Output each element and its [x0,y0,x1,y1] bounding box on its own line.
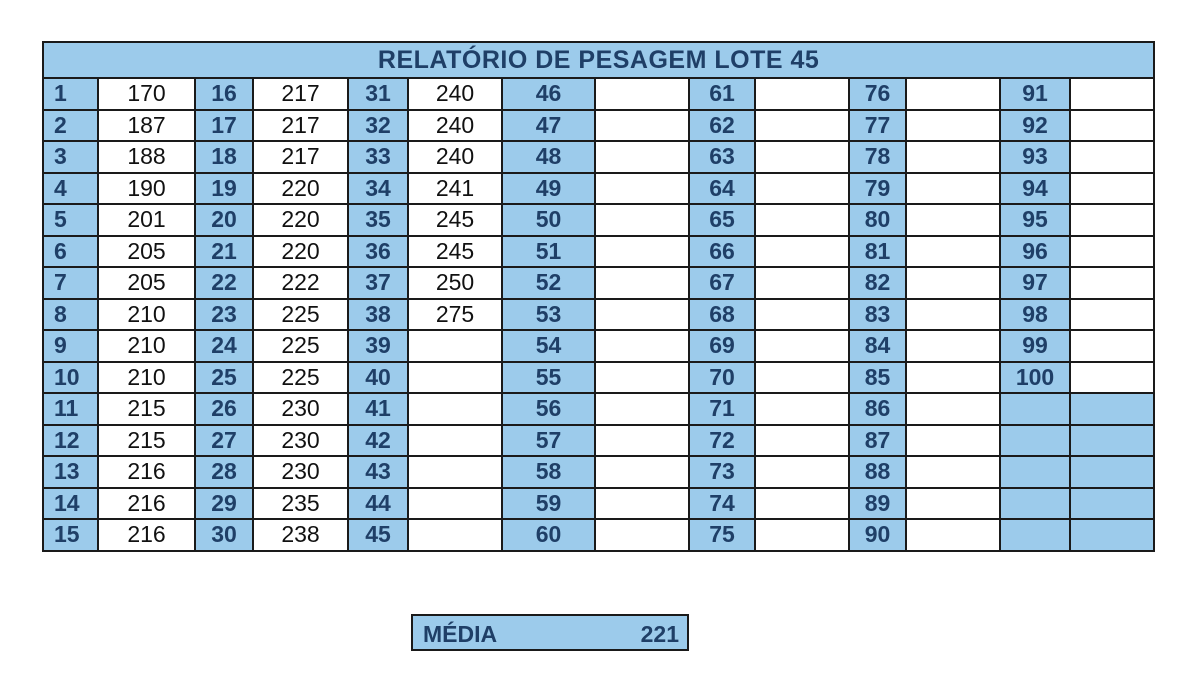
animal-number-cell: 40 [348,362,408,394]
weight-value-cell [1070,299,1154,331]
table-row [43,141,1154,173]
weight-value-cell: 240 [408,110,502,142]
animal-number-cell: 99 [1000,330,1070,362]
weight-value-cell [1070,267,1154,299]
animal-number-cell: 13 [43,456,98,488]
report-title: RELATÓRIO DE PESAGEM LOTE 45 [43,42,1154,78]
weight-value-cell: 275 [408,299,502,331]
animal-number-cell: 14 [43,488,98,520]
animal-number-cell: 17 [195,110,253,142]
animal-number-cell: 77 [849,110,906,142]
weight-value-cell: 220 [253,173,348,205]
animal-number-cell: 100 [1000,362,1070,394]
animal-number-cell: 51 [502,236,595,268]
weight-value-cell [755,236,849,268]
weight-value-cell [595,78,689,110]
weight-value-cell: 190 [98,173,195,205]
table-row [43,488,1154,520]
weight-value-cell [755,267,849,299]
animal-number-cell: 34 [348,173,408,205]
weight-value-cell [906,393,1000,425]
weight-value-cell [755,456,849,488]
weight-value-cell [1070,204,1154,236]
weight-value-cell [906,456,1000,488]
weight-value-cell: 210 [98,299,195,331]
animal-number-cell [1000,488,1070,520]
weight-value-cell [755,78,849,110]
weight-value-cell [755,362,849,394]
weight-value-cell [595,299,689,331]
animal-number-cell: 88 [849,456,906,488]
animal-number-cell: 9 [43,330,98,362]
animal-number-cell: 15 [43,519,98,551]
weighing-table [42,41,1155,552]
weight-value-cell [595,141,689,173]
table-row [43,330,1154,362]
animal-number-cell: 26 [195,393,253,425]
weight-value-cell: 201 [98,204,195,236]
animal-number-cell: 61 [689,78,755,110]
weight-value-cell: 210 [98,330,195,362]
animal-number-cell: 36 [348,236,408,268]
weight-value-cell [595,110,689,142]
weight-value-cell: 220 [253,236,348,268]
animal-number-cell: 87 [849,425,906,457]
animal-number-cell: 86 [849,393,906,425]
weight-value-cell [906,141,1000,173]
weight-value-cell [906,267,1000,299]
weight-value-cell [906,299,1000,331]
animal-number-cell: 12 [43,425,98,457]
weight-value-cell: 215 [98,425,195,457]
animal-number-cell: 98 [1000,299,1070,331]
weight-value-cell [595,456,689,488]
weight-value-cell [1070,236,1154,268]
animal-number-cell: 25 [195,362,253,394]
weight-value-cell [1070,488,1154,520]
animal-number-cell: 95 [1000,204,1070,236]
animal-number-cell [1000,425,1070,457]
weight-value-cell [906,488,1000,520]
weight-value-cell [595,362,689,394]
animal-number-cell: 60 [502,519,595,551]
title-row [43,42,1154,78]
weight-value-cell: 225 [253,299,348,331]
animal-number-cell: 50 [502,204,595,236]
animal-number-cell: 27 [195,425,253,457]
animal-number-cell: 62 [689,110,755,142]
weight-value-cell: 225 [253,330,348,362]
weight-value-cell: 250 [408,267,502,299]
weight-value-cell [755,425,849,457]
average-box [411,614,689,651]
animal-number-cell: 6 [43,236,98,268]
animal-number-cell: 8 [43,299,98,331]
weight-value-cell [595,204,689,236]
animal-number-cell: 42 [348,425,408,457]
animal-number-cell: 44 [348,488,408,520]
animal-number-cell: 16 [195,78,253,110]
animal-number-cell: 28 [195,456,253,488]
animal-number-cell: 23 [195,299,253,331]
weight-value-cell: 245 [408,236,502,268]
animal-number-cell: 76 [849,78,906,110]
weight-value-cell: 188 [98,141,195,173]
weight-value-cell: 210 [98,362,195,394]
weight-value-cell: 245 [408,204,502,236]
weight-value-cell [595,330,689,362]
weight-value-cell: 230 [253,425,348,457]
weight-value-cell: 222 [253,267,348,299]
animal-number-cell: 73 [689,456,755,488]
average-value: 221 [640,621,679,647]
weight-value-cell: 217 [253,110,348,142]
weight-value-cell: 235 [253,488,348,520]
animal-number-cell: 5 [43,204,98,236]
animal-number-cell: 90 [849,519,906,551]
weight-value-cell [755,204,849,236]
weight-value-cell [1070,519,1154,551]
weight-value-cell [408,330,502,362]
animal-number-cell: 29 [195,488,253,520]
weight-value-cell: 187 [98,110,195,142]
weight-value-cell [1070,456,1154,488]
weight-value-cell [595,488,689,520]
weight-value-cell: 240 [408,141,502,173]
weight-value-cell [906,110,1000,142]
weight-value-cell [755,299,849,331]
weight-value-cell [595,267,689,299]
animal-number-cell: 49 [502,173,595,205]
animal-number-cell: 56 [502,393,595,425]
animal-number-cell: 11 [43,393,98,425]
weight-value-cell [755,393,849,425]
animal-number-cell: 67 [689,267,755,299]
animal-number-cell: 4 [43,173,98,205]
weight-value-cell [1070,78,1154,110]
weight-value-cell [408,362,502,394]
animal-number-cell: 57 [502,425,595,457]
animal-number-cell: 68 [689,299,755,331]
animal-number-cell: 55 [502,362,595,394]
table-row [43,267,1154,299]
weight-value-cell [906,519,1000,551]
weight-value-cell: 220 [253,204,348,236]
weight-value-cell: 215 [98,393,195,425]
animal-number-cell: 48 [502,141,595,173]
weight-value-cell [1070,425,1154,457]
animal-number-cell [1000,393,1070,425]
animal-number-cell: 94 [1000,173,1070,205]
animal-number-cell: 10 [43,362,98,394]
animal-number-cell: 91 [1000,78,1070,110]
weight-value-cell [1070,173,1154,205]
table-row [43,425,1154,457]
weight-value-cell: 205 [98,236,195,268]
animal-number-cell: 85 [849,362,906,394]
weight-value-cell: 240 [408,78,502,110]
animal-number-cell: 54 [502,330,595,362]
weight-value-cell [408,425,502,457]
animal-number-cell: 79 [849,173,906,205]
weight-value-cell [755,519,849,551]
animal-number-cell: 41 [348,393,408,425]
weight-value-cell: 217 [253,78,348,110]
animal-number-cell: 1 [43,78,98,110]
weight-value-cell [755,110,849,142]
animal-number-cell: 24 [195,330,253,362]
weight-value-cell: 216 [98,456,195,488]
weighing-report [42,41,1146,552]
animal-number-cell: 46 [502,78,595,110]
weight-value-cell [755,173,849,205]
weight-value-cell [408,519,502,551]
animal-number-cell [1000,519,1070,551]
weight-value-cell [1070,393,1154,425]
animal-number-cell: 19 [195,173,253,205]
weight-value-cell [906,236,1000,268]
weight-value-cell [755,141,849,173]
weight-value-cell [1070,330,1154,362]
animal-number-cell: 37 [348,267,408,299]
table-row [43,78,1154,110]
animal-number-cell: 84 [849,330,906,362]
weight-value-cell [906,204,1000,236]
animal-number-cell: 47 [502,110,595,142]
weight-value-cell [1070,141,1154,173]
animal-number-cell: 35 [348,204,408,236]
table-row [43,362,1154,394]
average-label: MÉDIA [423,621,498,647]
animal-number-cell: 75 [689,519,755,551]
weight-value-cell: 205 [98,267,195,299]
animal-number-cell: 22 [195,267,253,299]
animal-number-cell: 65 [689,204,755,236]
weight-value-cell: 216 [98,519,195,551]
animal-number-cell: 39 [348,330,408,362]
animal-number-cell: 66 [689,236,755,268]
animal-number-cell: 74 [689,488,755,520]
weight-value-cell: 230 [253,456,348,488]
weight-value-cell [408,456,502,488]
table-row [43,393,1154,425]
weight-value-cell [755,330,849,362]
animal-number-cell: 33 [348,141,408,173]
animal-number-cell: 20 [195,204,253,236]
animal-number-cell: 32 [348,110,408,142]
weight-value-cell [1070,362,1154,394]
animal-number-cell: 45 [348,519,408,551]
animal-number-cell: 3 [43,141,98,173]
table-row [43,204,1154,236]
animal-number-cell: 97 [1000,267,1070,299]
weight-value-cell [408,393,502,425]
animal-number-cell: 89 [849,488,906,520]
animal-number-cell: 83 [849,299,906,331]
weight-value-cell [408,488,502,520]
weight-value-cell [1070,110,1154,142]
animal-number-cell: 43 [348,456,408,488]
weight-value-cell [595,519,689,551]
animal-number-cell: 92 [1000,110,1070,142]
weight-value-cell: 216 [98,488,195,520]
weight-value-cell: 170 [98,78,195,110]
animal-number-cell: 58 [502,456,595,488]
weight-value-cell [595,236,689,268]
table-row [43,236,1154,268]
animal-number-cell: 63 [689,141,755,173]
animal-number-cell: 21 [195,236,253,268]
weight-value-cell [906,173,1000,205]
weight-value-cell [906,425,1000,457]
animal-number-cell: 78 [849,141,906,173]
animal-number-cell: 64 [689,173,755,205]
animal-number-cell: 81 [849,236,906,268]
table-row [43,519,1154,551]
weight-value-cell: 225 [253,362,348,394]
table-row [43,299,1154,331]
animal-number-cell: 82 [849,267,906,299]
animal-number-cell: 72 [689,425,755,457]
animal-number-cell: 69 [689,330,755,362]
animal-number-cell: 93 [1000,141,1070,173]
animal-number-cell: 96 [1000,236,1070,268]
animal-number-cell: 2 [43,110,98,142]
table-row [43,173,1154,205]
table-row [43,110,1154,142]
weight-value-cell [595,393,689,425]
animal-number-cell: 18 [195,141,253,173]
animal-number-cell: 71 [689,393,755,425]
animal-number-cell: 38 [348,299,408,331]
animal-number-cell [1000,456,1070,488]
animal-number-cell: 80 [849,204,906,236]
animal-number-cell: 70 [689,362,755,394]
weight-value-cell: 238 [253,519,348,551]
weight-value-cell [906,330,1000,362]
animal-number-cell: 31 [348,78,408,110]
weight-value-cell [595,425,689,457]
weight-value-cell: 217 [253,141,348,173]
animal-number-cell: 30 [195,519,253,551]
weight-value-cell [906,362,1000,394]
animal-number-cell: 53 [502,299,595,331]
weight-value-cell: 241 [408,173,502,205]
animal-number-cell: 52 [502,267,595,299]
weight-value-cell [755,488,849,520]
weight-value-cell: 230 [253,393,348,425]
weight-value-cell [595,173,689,205]
animal-number-cell: 59 [502,488,595,520]
animal-number-cell: 7 [43,267,98,299]
weight-value-cell [906,78,1000,110]
table-row [43,456,1154,488]
